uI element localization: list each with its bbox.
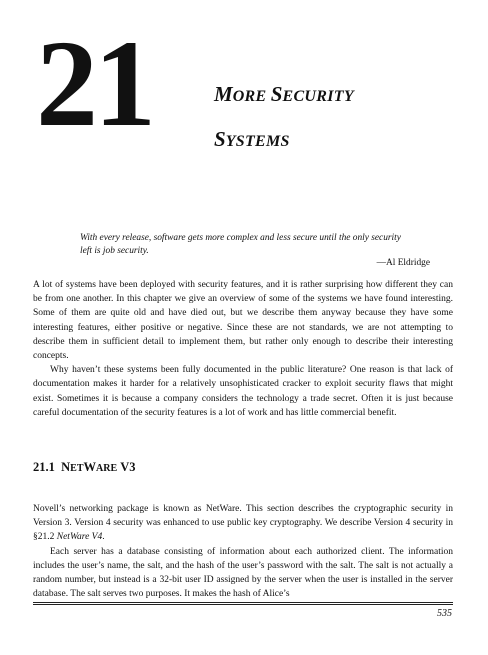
footer-rule-top: [33, 602, 453, 603]
intro-text: [33, 278, 453, 420]
section-text: [33, 502, 453, 601]
section-paragraph-1: Novell’s networking package is known as NetWare. This section describes the cryptographic security in Version 3. Version 4 security was enhanced to use public key cryptography. We describe Version 4 security in §21.2 NetWare V4.: [33, 504, 453, 543]
intro-paragraph-1: A lot of systems have been deployed with security features, and it is rather surprising how different they can be from one another. In this chapter we give an overview of some of the systems we have found interesting. Some of them are quite old and have died out, but we describe them anyway because they have some interesting features, either positive or negative. Since these are not standards, we are not attempting to describe them in sufficient detail to implement them, but rather only enough to describe their interesting concepts.: [33, 280, 453, 362]
cross-reference: NetWare V4: [56, 532, 103, 543]
chapter-title-line-1: MORE SECURITY: [214, 82, 354, 106]
chapter-title: [214, 84, 354, 174]
section-paragraph-2: Each server has a database consisting of information about each authorized client. The information includes the user’s name, the salt, and the hash of the user’s password with the salt. The salt is not actually a random number, but instead is a 32-bit user ID assigned by the server when the user is installed in the server database. The salt serves two purposes. It makes the hash of Alice’s: [33, 546, 453, 600]
section-heading: 21.1 NETWARE V3: [33, 460, 136, 474]
chapter-title-line-2: SYSTEMS: [214, 127, 290, 151]
intro-paragraph-2: Why haven’t these systems been fully documented in the public literature? One reason is that lack of documentation makes it harder for a relatively unsophisticated cracker to exploit security flaws that might exist. Sometimes it is because a company considers the technology a trade secret. Often it is just because careful documentation of the security features is a lot of work and has little commercial benefit.: [33, 365, 453, 418]
section-number: 21.1: [33, 460, 55, 474]
epigraph-quote: With every release, software gets more complex and less secure until the only security left is job security.: [80, 233, 401, 256]
footer-rule-bottom: [33, 604, 453, 605]
chapter-number: 21: [36, 15, 152, 152]
epigraph-attribution: —Al Eldridge: [376, 258, 430, 268]
page-number: 535: [437, 608, 452, 619]
